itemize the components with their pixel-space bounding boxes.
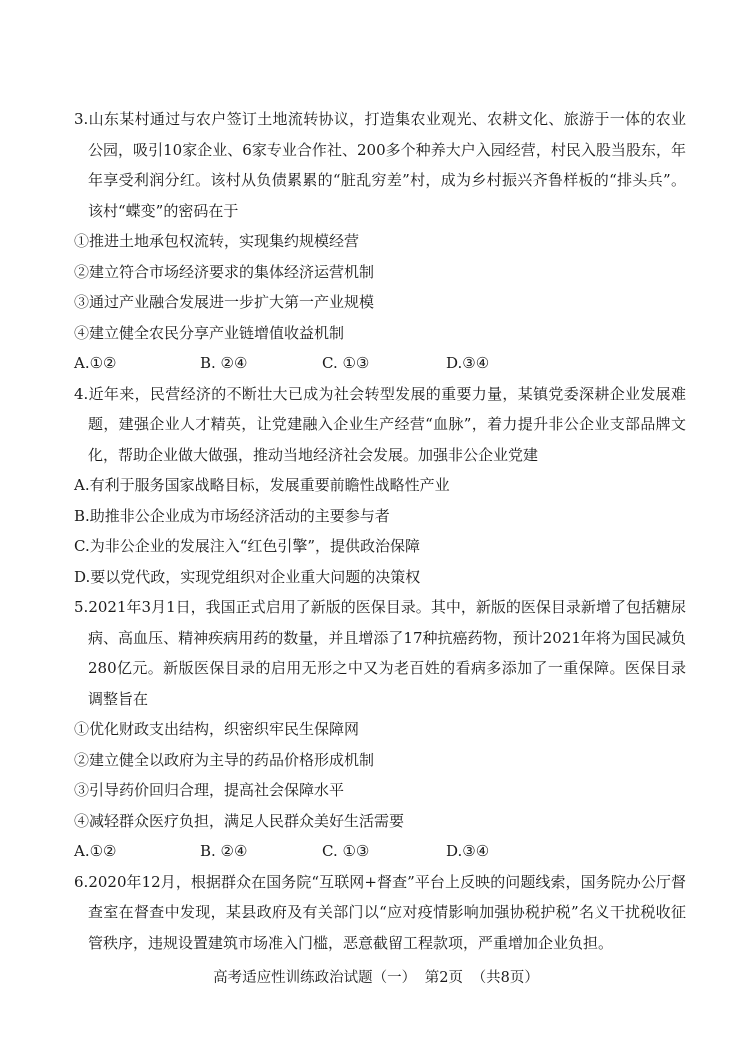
question-5-statement-3: ③引导药价回归合理，提高社会保障水平 bbox=[74, 781, 345, 799]
question-3-statement-4: ④建立健全农民分享产业链增值收益机制 bbox=[74, 323, 345, 342]
question-3-options bbox=[74, 348, 686, 379]
page-footer bbox=[0, 968, 752, 988]
question-4-choice-c: C.为非公企业的发展注入“红色引擎”，提供政治保障 bbox=[74, 537, 421, 555]
question-5-statement-1: ①优化财政支出结构，织密织牢民生保障网 bbox=[74, 720, 360, 738]
question-5-number: 5. bbox=[74, 598, 89, 616]
question-3-option-d: D.③④ bbox=[446, 354, 490, 372]
question-6-text: 2020年12月，根据群众在国务院“互联网+督查”平台上反映的问题线索，国务院办公厅督查室在督查中发现，某县政府及有关部门以“应对疫情影响加强协税护税”名义干扰税收征管秩序，违规设置建筑市场准入门槛，恶意截留工程款项，严重增加企业负担。 bbox=[88, 872, 686, 952]
question-4-number: 4. bbox=[74, 384, 89, 403]
question-5-options bbox=[74, 836, 686, 867]
question-3-statement-2: ②建立符合市场经济要求的集体经济运营机制 bbox=[74, 262, 375, 281]
question-4-choice-a: A.有利于服务国家战略目标，发展重要前瞻性战略性产业 bbox=[74, 476, 450, 494]
question-5-option-d: D.③④ bbox=[446, 842, 490, 860]
question-5-option-b: B. ②④ bbox=[200, 842, 248, 860]
footer-page-number: 第2页 bbox=[424, 970, 463, 986]
footer-title: 高考适应性训练政治试题（一） bbox=[213, 970, 417, 986]
question-3-number: 3. bbox=[74, 110, 89, 128]
question-3-statement-3: ③通过产业融合发展进一步扩大第一产业规模 bbox=[74, 293, 375, 311]
question-5-text: 2021年3月1日，我国正式启用了新版的医保目录。其中，新版的医保目录新增了包括糖尿病、高血压、精神疾病用药的数量，并且增添了17种抗癌药物，预计2021年将为国民减负280亿元。新版医保目录的启用无形之中又为老百姓的看病多添加了一重保障。医保目录调整旨在 bbox=[88, 598, 686, 708]
question-3-option-b: B. ②④ bbox=[200, 354, 248, 372]
question-5-option-a: A.①② bbox=[74, 842, 117, 860]
question-4-stem bbox=[74, 379, 686, 471]
question-5-stem bbox=[74, 592, 686, 714]
footer-total-pages: （共8页） bbox=[471, 970, 539, 986]
question-5-statement-4: ④减轻群众医疗负担，满足人民群众美好生活需要 bbox=[74, 811, 405, 830]
question-4-text: 近年来，民营经济的不断壮大已成为社会转型发展的重要力量，某镇党委深耕企业发展难题，建强企业人才精英，让党建融入企业生产经营“血脉”，着力提升非公企业支部品牌文化，帮助企业做大做强，推动当地经济社会发展。加强非公企业党建 bbox=[88, 384, 686, 464]
question-4-choice-d: D.要以党代政，实现党组织对企业重大问题的决策权 bbox=[74, 567, 421, 586]
question-5-option-c: C. ①③ bbox=[322, 842, 370, 860]
question-6-stem bbox=[74, 867, 686, 959]
question-3-option-a: A.①② bbox=[74, 354, 117, 372]
question-3-stem bbox=[74, 104, 686, 226]
question-4-choice-b: B.助推非公企业成为市场经济活动的主要参与者 bbox=[74, 506, 390, 525]
question-3-statement-1: ①推进土地承包权流转，实现集约规模经营 bbox=[74, 232, 360, 250]
question-list bbox=[74, 104, 686, 958]
question-3-option-c: C. ①③ bbox=[322, 354, 370, 372]
question-6-number: 6. bbox=[74, 872, 89, 891]
question-3-text: 山东某村通过与农户签订土地流转协议，打造集农业观光、农耕文化、旅游于一体的农业公园，吸引10家企业、6家专业合作社、200多个种养大户入园经营，村民入股当股东，年年享受利润分红。该村从负债累累的“脏乱穷差”村，成为乡村振兴齐鲁样板的“排头兵”。该村“蝶变”的密码在于 bbox=[88, 110, 686, 220]
question-5-statement-2: ②建立健全以政府为主导的药品价格形成机制 bbox=[74, 750, 375, 769]
